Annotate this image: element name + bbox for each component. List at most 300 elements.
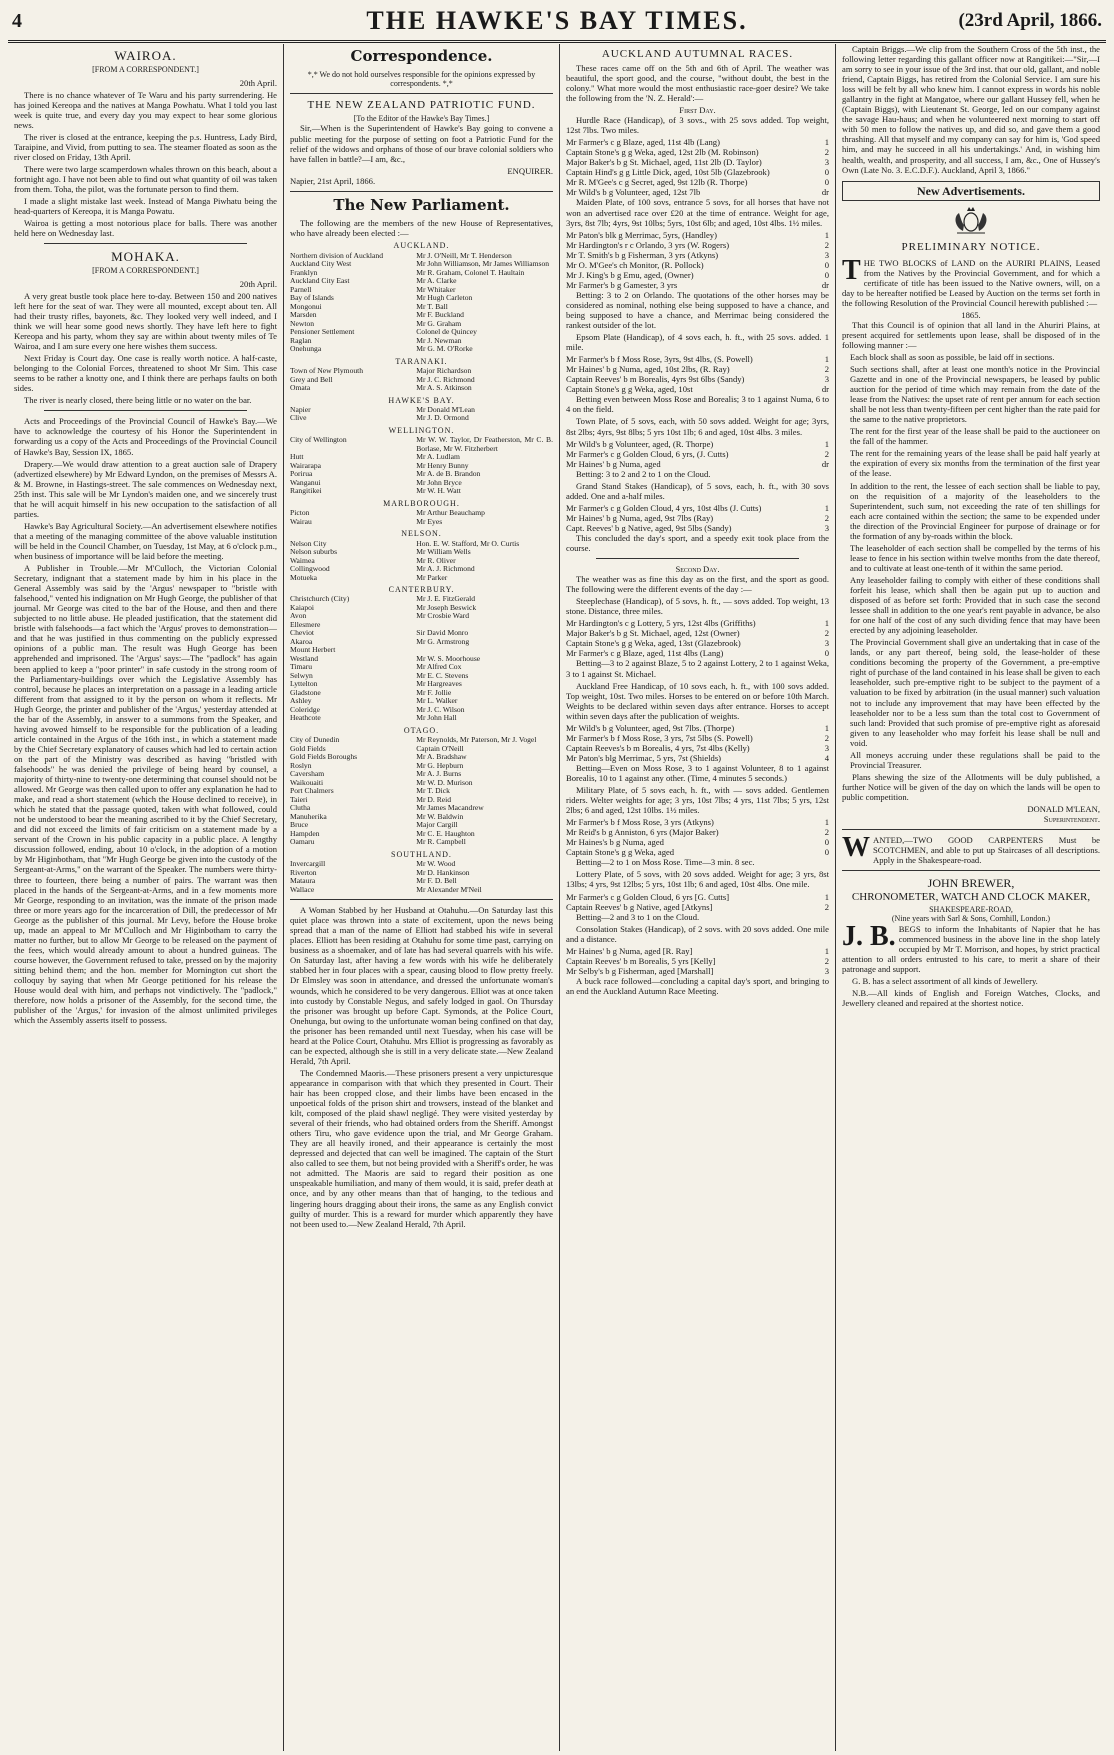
member-name: Mr J. D. Ormond (416, 413, 469, 423)
region-heading: TARANAKI. (395, 356, 448, 366)
member-name: Mr Eyes (416, 516, 443, 526)
runner: Captain Stone's g g Weka, aged, 13st (Glazebrook) (566, 638, 741, 649)
day-one-events (566, 115, 829, 533)
wairoa-byline: [FROM A CORRESPONDENT.] (92, 65, 199, 75)
electorate: Invercargill (290, 859, 326, 869)
electorate: Napier (290, 404, 311, 414)
parliament-intro: The following are the members of the new House of Representatives, who have already been elected :— (290, 218, 553, 239)
placing: 2 (824, 239, 829, 250)
race-result (566, 374, 829, 384)
notice-clause: The rent for the remaining years of the lease shall be paid half yearly at the expiration of every six months from the termination of the first year of the lease. (850, 448, 1100, 479)
member-name: Mr W. D. Murison (416, 777, 473, 787)
member-row (290, 886, 553, 895)
race-title: Steeplechase (Handicap), of 5 sovs, h. ft., — sovs added. Top weight, 13 stone. Distance, three miles. (566, 596, 829, 617)
electorate: Mataura (290, 876, 316, 886)
race-result (566, 837, 829, 847)
race-result (566, 240, 829, 250)
member-name: Mr J. Newman (416, 335, 462, 345)
agricultural-paragraph: Hawke's Bay Agricultural Society.—An advertisement elsewhere notifies that a meeting of the managing committee of the above valuable institution will be held in the Council Chamber, on Tuesday, 1st May, at 6 o'clock p.m., when business of importance will be laid before the meeting. (14, 520, 277, 561)
race-result (566, 523, 829, 533)
brewer-body: BEGS to inform the Inhabitants of Napier that he has commenced business in the above line in the shop lately occupied by Mr T. Morrison, and hopes, by strict practical attention to all orders entrusted to his care, to merit a share of their patronage and support. (842, 923, 1100, 975)
placing: 1 (824, 354, 829, 365)
mohaka-paragraph: Next Friday is Court day. One case is really worth notice. A half-caste, belonging to the Colonial Forces, threatened to shoot Mr Sim. This case seems to be rather a knotty one, and I think there are perhaps faults on both sides. (14, 353, 277, 394)
placing: 3 (824, 965, 829, 976)
placing: 1 (824, 817, 829, 828)
placing: 1 (824, 722, 829, 733)
race-result (566, 384, 829, 394)
placing: 2 (824, 732, 829, 743)
wairoa-heading: WAIROA. (114, 48, 177, 63)
race-result (566, 753, 829, 763)
electorate: Rangitikei (290, 486, 322, 496)
electorate: Avon (290, 611, 307, 621)
member-name: Mr Reynolds, Mr Paterson, Mr J. Vogel (416, 735, 537, 745)
divider (842, 829, 1100, 830)
race-result (566, 743, 829, 753)
briggs-letter: Captain Briggs.—We clip from the Southern Cross of the 5th inst., the following letter regarding this gallant officer now at Rangitikei:—"Sir,—I am sorry to see in your issue of the 3rd inst. that our old, gallant, and noble friend, Captain Biggs, has retired from the Colonial Service. I am sure his loss will be felt by all who knew him. I cannot express in words his noble gallantry in the fight at Mangatoe, where our gallant Hussey fell, when he (Captain Biggs), with Lieutenant St. George, led on our company against the savage Hau-haus; and when he volunteered next morning to start off with 50 men to follow the natives up, and did so, and gave them a good thrashing. All that myself and my company can say for him is, 'God speed him, and may he succeed in all his undertakings.' And, in wishing him health, wealth, and prosperity, and all success, I am, &c., One of Hussey's Own (Late No. 3. E.C.D.F.). Auckland, April 3, 1866." (842, 44, 1101, 175)
brewer-name: JOHN BREWER, (927, 876, 1015, 891)
member-name: Mr J. C. Richmond (416, 374, 475, 384)
electorate: Wallace (290, 884, 315, 894)
day-two-heading: Second Day. (675, 564, 720, 575)
electorate: Cheviot (290, 628, 315, 638)
betting-note: Betting—3 to 2 against Blaze, 5 to 2 against Lottery, 2 to 1 against Weka, 3 to 1 against St. Michael. (566, 658, 829, 679)
placing: 1 (824, 229, 829, 240)
electorate: Taieri (290, 794, 308, 804)
notice-plans: Plans shewing the size of the Allotments will be duly published, a further Notice will be given of the day on which the lands will be open to public competition. (842, 771, 1100, 802)
royal-crest-icon (842, 205, 1100, 237)
notice-resolution: That this Council is of opinion that all land in the Ahuriri Plains, at present acquired for settlements upon lease, shall be disposed of in the following manner :— (842, 319, 1100, 350)
electorate: Auckland City East (290, 276, 350, 286)
member-table (290, 406, 553, 423)
electorate: Christchurch (City) (290, 594, 350, 604)
race-title: Lottery Plate, of 5 sovs, with 20 sovs added. Weight for age; 3 yrs, 8st 13lbs; 4 yrs, 9st 12lbs; 5 yrs, 10st 1lb; 6 and aged, 10st 4lbs. One mile. (566, 869, 829, 890)
column-4 (836, 44, 1106, 1751)
member-name: Mr E. C. Stevens (416, 670, 469, 680)
region-heading: SOUTHLAND. (391, 849, 452, 859)
member-name: Mr Henry Bunny (416, 460, 469, 470)
new-advertisements-heading: New Advertisements. (842, 181, 1100, 201)
placing: 1 (824, 502, 829, 513)
preliminary-notice: PRELIMINARY NOTICE. (901, 240, 1041, 253)
runner: Captain Stone's g g Weka, aged, 12st 2lb (M. Robinson) (566, 147, 759, 158)
notice-clause: Any leaseholder failing to comply with either of these conditions shall forfeit his lease, which shall then be again put up to auction and disposed of as before set forth: Provided that in such case the second lessee shall in addition to the one year's rent payable in advance, be also for one half of the cost of any such dividing fence that may have been erected by any adjoining leaseholder. (850, 574, 1100, 636)
divider (44, 410, 247, 411)
race-result (566, 618, 829, 628)
placing: 1 (824, 438, 829, 449)
member-name: Mr W. W. Taylor, Dr Featherston, Mr C. B. Borlase, Mr W. Fitzherbert (416, 435, 553, 453)
electorate: Nelson City (290, 538, 327, 548)
parliament-heading: The New Parliament. (333, 195, 510, 214)
member-name: Mr Joseph Beswick (416, 602, 477, 612)
electorate: Omata (290, 383, 311, 393)
member-name: Mr Hargreaves (416, 679, 462, 689)
runner: Mr Reid's b g Anniston, 6 yrs (Major Baker) (566, 827, 719, 838)
member-name: Mr J. O'Neill, Mr T. Henderson (416, 250, 512, 260)
member-name: Mr A. de B. Brandon (416, 469, 481, 479)
placing: 0 (824, 259, 829, 270)
columns (8, 44, 1106, 1751)
runner: Mr R. M'Gee's c g Secret, aged, 9st 12lb (R. Thorpe) (566, 177, 748, 188)
race-result (566, 177, 829, 187)
region-heading: MARLBOROUGH. (383, 498, 460, 508)
placing: 1 (824, 618, 829, 629)
member-name: Mr A. S. Atkinson (416, 383, 472, 393)
placing: 2 (824, 512, 829, 523)
divider (596, 558, 799, 559)
placing: 2 (824, 955, 829, 966)
member-row (290, 838, 553, 847)
race-result (566, 449, 829, 459)
member-table (290, 509, 553, 526)
electorate: City of Dunedin (290, 735, 340, 745)
placing: dr (821, 458, 829, 469)
fund-body: Sir,—When is the Superintendent of Hawke's Bay going to convene a public meeting for the purpose of setting on foot a Patriotic Fund for the relief of the widows and orphans of those of our brave colonial soldiers who have fallen in battle?—I am, &c., (290, 123, 553, 164)
day-two-intro: The weather was as fine this day as on the first, and the sport as good. The following were the different events of the day :— (566, 574, 829, 595)
divider (290, 899, 553, 900)
wairoa-paragraph: Wairoa is getting a most notorious place for balls. There was another held here on Wednesday last. (14, 218, 277, 239)
wairoa-paragraph: There were two large scamperdown whales thrown on this beach, about a fortnight ago. I have not been able to find out what quantity of oil was taken from them. Toha, the pilot, was the fortunate person to find them. (14, 163, 277, 195)
mohaka-heading: MOHAKA. (111, 249, 180, 265)
race-result (566, 260, 829, 270)
divider (44, 243, 247, 244)
day-one-heading: First Day. (679, 105, 716, 116)
runner: Major Baker's b g St. Michael, aged, 11st 2lb (D. Taylor) (566, 157, 762, 168)
member-name: Mr R. Graham, Colonel T. Haultain (416, 267, 525, 277)
race-result (566, 364, 829, 374)
member-row (290, 714, 553, 723)
placing: 0 (824, 177, 829, 188)
notice-year: 1865. (961, 309, 981, 320)
member-name: Major Cargill (416, 820, 458, 830)
race-result (566, 167, 829, 177)
member-table (290, 595, 553, 723)
race-title: Maiden Plate, of 100 sovs, entrance 5 sovs, for all horses that have not won an advertised race over £20 at the time of entrance. Weight for age, 3yrs, 8st 7lb; 4yrs, 9st 10lbs; 5yrs, 10st 6lb; and aged, 10st 4lbs. 1½ miles. (566, 197, 829, 228)
race-title: Hurdle Race (Handicap), of 3 sovs., with 25 sovs added. Top weight, 12st 7lbs. Two miles. (566, 115, 829, 136)
runner: Mr Wild's b g Volunteer, aged, (R. Thorpe) (566, 438, 714, 449)
member-name: Mr Donald M'Lean (416, 404, 475, 414)
member-name: Mr W. Wood (416, 859, 456, 869)
notice-clause: The Provincial Government shall give an undertaking that in case of the lands, or any part thereof, being sold, the lease-holder of these conditions becoming the property of the Government, a pre-emptive right of purchase of the land contained in his lease shall be given to each leaseholder, such pre-emptive right to be subject to the payment of a valuation to be fixed by arbitration (in the usual manner) such valuation not to include any improvement that may have been effected by the leaseholder nor to be a less sum than the total cost to Government of such land: Provided that such promise of pre-emptive right as aforesaid given to any leaseholder who may forfeit his lease shall be null and void. (850, 637, 1100, 748)
electorate: Marsden (290, 310, 317, 320)
electorate: Selwyn (290, 670, 313, 680)
electorate: Waimea (290, 555, 315, 565)
notice-clause: The rent for the first year of the lease shall be paid to the auctioneer on the fall of the hammer. (850, 426, 1100, 447)
electorate: Roslyn (290, 760, 312, 770)
placing: 3 (824, 638, 829, 649)
wairoa-paragraph: There is no chance whatever of Te Waru and his party surrendering. He has joined Kereopa and the natives at Manga Powhatu. What I told you last week is quite true, and every day you may expect to hear some glorious news. (14, 89, 277, 130)
member-table (290, 252, 553, 354)
runner: Captain Hind's g g Little Dick, aged, 10st 5lb (Glazebrook) (566, 167, 770, 178)
race-result (566, 439, 829, 449)
mohaka-paragraph: The river is nearly closed, there being little or no water on the bar. (24, 395, 252, 406)
member-name: Mr A. J. Richmond (416, 564, 475, 574)
placing: 3 (824, 249, 829, 260)
runner: Captain Reeves's b m Borealis, 4 yrs, 7st 4lbs (Kelly) (566, 742, 750, 753)
placing: 0 (824, 648, 829, 659)
placing: 0 (824, 847, 829, 858)
notice-signature-title: Superintendent. (1043, 814, 1100, 825)
column-1 (8, 44, 284, 1751)
placing: dr (821, 279, 829, 290)
runner: Mr Farmer's c g Golden Cloud, 6 yrs [G. Cutts] (566, 891, 730, 902)
race-result (566, 280, 829, 290)
race-result (566, 628, 829, 638)
race-result (566, 147, 829, 157)
member-name: Mr C. E. Haughton (416, 828, 475, 838)
electorate: Manuherika (290, 811, 327, 821)
race-result (566, 902, 829, 912)
member-row (290, 518, 553, 527)
betting-note: Betting even between Moss Rose and Borealis; 3 to 1 against Numa, 6 to 4 on the field. (566, 394, 829, 415)
race-result (566, 827, 829, 837)
issue-date: (23rd April, 1866. (958, 10, 1102, 31)
electorate: Oamaru (290, 837, 315, 847)
member-name: Mr T. Dick (416, 786, 450, 796)
race-result (566, 270, 829, 280)
runner: Mr Haines' b g Numa, aged (566, 458, 661, 469)
notice-clause: Each block shall as soon as possible, be laid off in sections. (850, 351, 1055, 362)
placing: 0 (824, 167, 829, 178)
mohaka-byline: [FROM A CORRESPONDENT.] (92, 266, 199, 276)
placing: 0 (824, 837, 829, 848)
member-name: Mr W. Baldwin (416, 811, 464, 821)
runner: Mr Haines' b g Numa, aged, 9st 7lbs (Ray) (566, 512, 714, 523)
electorate: Nelson suburbs (290, 547, 338, 557)
member-name: Mr Parker (416, 572, 448, 582)
placing: 2 (824, 364, 829, 375)
electorate: Riverton (290, 867, 317, 877)
column-2 (284, 44, 560, 1751)
runner: Mr Farmer's b f Moss Rose, 3 yrs (Atkyns) (566, 817, 714, 828)
electorate: Pensioner Settlement (290, 327, 355, 337)
runner: Mr Farmer's c g Golden Cloud, 4 yrs, 10st 4lbs (J. Cutts) (566, 502, 762, 513)
runner: Mr Haines' b g Numa, aged, 10st 2lbs, (R. Ray) (566, 364, 730, 375)
race-result (566, 648, 829, 658)
masthead (8, 6, 1106, 43)
electorate: Town of New Plymouth (290, 366, 364, 376)
race-result (566, 250, 829, 260)
race-result (566, 946, 829, 956)
divider (842, 870, 1100, 871)
electorate: Gladstone (290, 687, 321, 697)
electorate: Port Chalmers (290, 786, 334, 796)
member-name: Mr F. Jollie (416, 687, 452, 697)
brewer-note: G. B. has a select assortment of all kinds of Jewellery. (852, 976, 1038, 987)
member-name: Mr Whitaker (416, 284, 456, 294)
electorate: Grey and Bell (290, 374, 333, 384)
races-intro: These races came off on the 5th and 6th of April. The weather was beautiful, the sport good, and the course, "without doubt, the best in the colony." What more would the most enthusiastic race-goer desire? We take the following from the 'N. Z. Herald':— (566, 62, 829, 103)
member-name: Mr L. Walker (416, 696, 458, 706)
member-name: Mr William Wells (416, 547, 471, 557)
electorate: Porirua (290, 469, 313, 479)
betting-note: Betting: 3 to 2 on Orlando. The quotations of the other horses may be considered as nominal, nothing else being supposed to have a chance, and being supposed to have a chance, and Merrimac being considered the rankest outsider of the lot. (566, 289, 829, 331)
electorate: Akaroa (290, 636, 313, 646)
placing: 3 (824, 742, 829, 753)
region-heading: OTAGO. (403, 725, 440, 735)
publisher-paragraph: A Publisher in Trouble.—Mr M'Culloch, the Victorian Colonial Secretary, indignant that a statement made by him in his place in the General Assembly was said by the 'Argus' newspaper to "bristle with falsehood," vented his indignation on Mr Hugh George, the publisher of that journal. Mr George was cited to the bar of the House, and then and there subjected to no little abuse. He pleaded justification, that the statement did bristle with falsehoods—a fact which the 'Argus' proves to demonstration—and that he was justified in thus commenting on the publicly expressed opinions of a public man. The result was Hugh George has been apprehended and imprisoned. The 'Argus' says:—The "padlock" has again been applied to keep a "poor printer" in safe custody in the strong room of the Parliamentary-buildings over which the Legislative Assembly has control, because he places an interpretation on a passage in a leading article different from that assigned to it by the person on whom it reflects. Mr Hugh George, the printer and publisher of the 'Argus,' yesterday attended at the bar of the Assembly, in answer to a summons from the Speaker, and having avowed himself to be responsible for the publication of a leading article contained in the Argus of the 16th inst., in which a statement made by the Chief Secretary explanatory of causes which had led to certain action on the part of the Ministry was described as having "bristled with falsehoods" he was denied the privilege of being heard by counsel, a majority of thirty-nine to twenty-one determining that counsel should not be allowed. Mr George was then called upon to offer any explanation he had to make, and read a short statement (which the House declined to receive), in which he stated that the passage quoted, taken with what followed, could not be understood to bear the meaning ascribed to it by the Chief Secretary, and did not exceed the limits of fair criticism on a statement made by a servant of the Crown in his public capacity in a public place. A lengthy discussion followed, ending, about 10 o'clock, in the adoption of a motion by Mr Higinbotham, that "Mr Hugh George be given into the custody of the Sergeant-at-Arms," on the warrant of the Speaker. The numbers were thirty-three to fourteen, there being a number of pairs. The warrant was then placed in the hands of the Sergeant-at-Arms, and in a few moments more Mr George, responding to an invitation, was the inmate of the prison made three or more years ago for the incarceration of Dill, the predecessor of Mr George as the publisher of this journal. Mr Levy, before the House broke up, made an appeal to Mr M'Culloch and Mr Higinbotham to carry the matter no further, but to allow Mr George to be released on the payment of the fees, which would already amount to about a hundred guineas. The course however, the Government refused to take, pressed on by the majority sitting behind them; and the hon. member for Mornington cut short the colloquy by saying that when Mr George petitioned for his release the House would deal with him, and perhaps not vindictively. The "padlock," therefore, now holds a prisoner of the Assembly, for the second time, the publisher of the 'Argus,' for invasion of the almost unlimited privileges which the Assembly asserts itself to possess. (14, 563, 277, 1026)
race-title: Auckland Free Handicap, of 10 sovs each, h. ft., with 100 sovs added. Top weight, 10st. Two miles. Horses to be entered on or before 10th March. Weights to be declared within seven days after entrance. Horses to accept within seven days after the publication of weights. (566, 680, 829, 721)
races-heading: AUCKLAND AUTUMNAL RACES. (601, 48, 794, 60)
electorate: Collingwood (290, 564, 330, 574)
placing: 2 (824, 628, 829, 639)
electorate: Bruce (290, 820, 309, 830)
notice-signature-name: DONALD M'LEAN, (1027, 803, 1100, 814)
placing: dr (821, 384, 829, 395)
maoris-story: The Condemned Maoris.—These prisoners present a very unpicturesque appearance in comparison with that which they presented in Court. Their hair has been cropped close, and their limbs have been encased in the unpoetical folds of the prison shirt and trowsers, instead of the blanket and kilt, composed of the plaid shawl negligé. They were visited yesterday by several of their friends, who had obtained orders from the Sheriff. Amongst others Tiru, who gave evidence upon the trial, and Mr George Graham. They are all heavily ironed, and their appearance is certainly the most depressed and dejected that can well be imagined. The captain of the Sturt also called to see them, but not being provided with a Sheriff's order, he was not admitted. The Maoris are said to regard their position as one unspeakable humiliation, and many of them would, it is said, prefer death at once, and by any other means than that of hanging, to the tedious and lingering hours dragging about their irons, the same as any English convict guilty of murder. This is a reward for murder which apparently they have not been used to.—New Zealand Herald, 7th April. (290, 1067, 553, 1229)
notice-lead: HE TWO BLOCKS of LAND on the AURIRI PLAINS, Leased from the Natives by the Provincial Government, and for which a certificate of title has been issued to the Native owners, will, on a day to be hereafter notified be Leased by Auction on the terms set forth in the following Resolution of the Provincial Council herewith published :— (842, 257, 1100, 308)
runner: Mr Wild's b g Volunteer, aged, 9st 7lbs. (Thorpe) (566, 722, 735, 733)
member-name: Mr A. Ludlam (416, 452, 460, 462)
member-table (290, 860, 553, 894)
fund-signature: ENQUIRER. (507, 165, 553, 176)
brewer-nb: N.B.—All kinds of English and Foreign Watches, Clocks, and Jewellery cleaned and repaired at the shortest notice. (842, 988, 1100, 1009)
member-name: Colonel de Quincey (416, 327, 477, 337)
electorate: Auckland City West (290, 259, 352, 269)
placing: 2 (824, 147, 829, 158)
member-name: Mr F. Buckland (416, 310, 464, 320)
member-name: Mr A. J. Burns (416, 769, 462, 779)
correspondence-disclaimer: *,* We do not hold ourselves responsible for the opinions expressed by correspondents. *,* (307, 69, 536, 88)
column-3 (560, 44, 836, 1751)
placing: 3 (824, 374, 829, 385)
placing: 1 (824, 137, 829, 148)
member-name: Mr John Hall (416, 713, 457, 723)
electorate: Wairarapa (290, 460, 322, 470)
notice-clause: In addition to the rent, the lessee of each section shall be liable to pay, on the requisition of a majority of the leaseholders to the Superintendent, such sum, not exceeding the rate of ten shillings for each acre contained within the section; the same to be expended under the direction of the Provincial Engineer for purpose of drainage or for the formation of any by-roads within the block. (850, 480, 1100, 541)
electorate: Motueka (290, 572, 317, 582)
divider (290, 191, 553, 192)
placing: 2 (824, 901, 829, 912)
runner: Mr Selby's b g Fisherman, aged [Marshall] (566, 965, 714, 976)
electorate: Onehunga (290, 344, 322, 354)
betting-note: Betting—2 to 1 on Moss Rose. Time—3 min. 8 sec. (576, 857, 755, 868)
runner: Mr T. Smith's b g Fisherman, 3 yrs (Atkyns) (566, 249, 719, 260)
acts-paragraph: Acts and Proceedings of the Provincial Council of Hawke's Bay.—We have to acknowledge the courtesy of his Honor the Superintendent in forwarding us a copy of the Acts and Proceedings of the Provincial Council of Hawke's Bay, Session IX, 1865. (14, 416, 277, 457)
member-row (290, 345, 553, 354)
member-name: Mr G. Armstrong (416, 636, 470, 646)
electorate: Caversham (290, 769, 325, 779)
member-table (290, 367, 553, 393)
wanted-ad: ANTED,—TWO GOOD CARPENTERS Must be SCOTCHMEN, and able to put up Staircases of all descriptions. Apply in the Shakespeare-road. (873, 835, 1100, 866)
fund-date: Napier, 21st April, 1866. (290, 175, 376, 186)
member-table (290, 436, 553, 496)
member-name: Mr W. H. Watt (416, 486, 461, 496)
races-close: A buck race followed—concluding a capital day's sport, and bringing to an end the Auckland Autumn Race Meeting. (566, 975, 829, 996)
placing: 2 (824, 448, 829, 459)
member-name: Mr J. C. Wilson (416, 704, 465, 714)
member-name: Mr G. Graham (416, 318, 462, 328)
member-row (290, 574, 553, 583)
runner: Mr J. King's b g Emu, aged, (Owner) (566, 269, 694, 280)
race-title: Town Plate, of 5 sovs, each, with 50 sovs added. Weight for age; 3yrs, 8st 2lbs; 4yrs, 9st 8lbs; 5 yrs 10st 1lb; 6 and aged, 10st 4lbs. 3 miles. (566, 416, 829, 437)
fund-to: [To the Editor of the Hawke's Bay Times.] (353, 114, 490, 124)
runner: Mr Hardington's r c Orlando, 3 yrs (W. Rogers) (566, 239, 730, 250)
electorate: Wanganui (290, 477, 321, 487)
notice-clause: All moneys accruing under these regulations shall be paid to the Provincial Treasurer. (850, 749, 1100, 770)
runner: Captain Stone's g g Weka, aged (566, 847, 675, 858)
member-table (290, 540, 553, 583)
drop-cap: W (842, 832, 870, 864)
fund-title: THE NEW ZEALAND PATRIOTIC FUND. (307, 99, 536, 112)
runner: Captain Reeves' b g Native, aged [Atkyns] (566, 901, 713, 912)
member-name: Mr R. Campbell (416, 837, 466, 847)
member-name: Mr G. Hepburn (416, 760, 464, 770)
runner: Mr Haines' b g Numa, aged [R. Ray] (566, 945, 693, 956)
brewer-from: (Nine years with Sarl & Sons, Cornhill, London.) (891, 914, 1051, 924)
runner: Captain Reeves' b m Borealis, 4yrs 9st 6lbs (Sandy) (566, 374, 745, 385)
race-result (566, 513, 829, 523)
runner: Mr Paton's blg Merrimac, 5 yrs, 7st (Shields) (566, 752, 722, 763)
race-result (566, 354, 829, 364)
electorate: Gold Fields Boroughs (290, 752, 358, 762)
electorate: Franklyn (290, 267, 318, 277)
member-name: Mr John Williamson, Mr James Williamson (416, 259, 550, 269)
member-table (290, 736, 553, 847)
member-row (290, 384, 553, 393)
member-name: Mr D. Hankinson (416, 867, 470, 877)
runner: Mr Haines's b g Numa, aged (566, 837, 664, 848)
race-result (566, 187, 829, 197)
electorate: Ellesmere (290, 619, 321, 629)
notice-clause: The leaseholder of each section shall be compelled by the terms of his lease to fence in his section within twelve months from the date thereof, and to cultivate at least one-tenth of it within the same period. (850, 542, 1100, 573)
electorate: Kaiapoi (290, 602, 315, 612)
runner: Mr Paton's blk g Merrimac, 5yrs, (Handley) (566, 229, 717, 240)
correspondence-heading: Correspondence. (350, 47, 493, 65)
mohaka-dateline: 20th April. (239, 278, 277, 289)
day-one-close: This concluded the day's sport, and a speedy exit took place from the course. (566, 532, 829, 554)
member-name: Mr A. Clarke (416, 276, 457, 286)
member-name: Mr D. Reid (416, 794, 452, 804)
placing: 2 (824, 827, 829, 838)
race-result (566, 733, 829, 743)
mohaka-paragraph: A very great bustle took place here to-day. Between 150 and 200 natives left here for the seat of war. They were all mounted, except about ten. All had their trusty rifles, bayonets, &c. They looked very well indeed, and I think we will hear some good news shortly. They have left here to fight Kereopa and his party, whom they say are within about twenty miles of Te Wairoa, and I am sure every one here wishes them success. (14, 290, 277, 352)
electorate: Bay of Islands (290, 293, 334, 303)
race-title: Epsom Plate (Handicap), of 4 sovs each, h. ft., with 25 sovs. added. 1 mile. (566, 332, 829, 353)
runner: Mr Farmer's b g Gamester, 3 yrs (566, 279, 678, 290)
electorate: Heathcote (290, 713, 321, 723)
runner: Mr Wild's b g Volunteer, aged, 12st 7lb (566, 187, 701, 198)
page-number: 4 (12, 10, 22, 32)
electorate: Gold Fields (290, 743, 326, 753)
electorate: Coleridge (290, 704, 320, 714)
member-name: Mr J. E. FitzGerald (416, 594, 476, 604)
electorate: Lyttelton (290, 679, 318, 689)
member-name: Mr Hugh Carleton (416, 293, 473, 303)
member-name: Hon. E. W. Stafford, Mr O. Curtis (416, 538, 520, 548)
placing: dr (821, 187, 829, 198)
drapery-paragraph: Drapery.—We would draw attention to a great auction sale of Drapery (advertized elsewhere) by Mr Edward Lyndon, on the premises of Messrs A. & M. Browne, in Hastings-street. The sale commences on Wednesday next, 25th inst. This sale will be Mr Lyndon's maiden one, and we sincerely trust that he will acquit himself in his new occupation to the satisfaction of all parties. (14, 458, 277, 519)
wairoa-paragraph: I made a slight mistake last week. Instead of Manga Piwhatu being the head-quarters of Kereopa, it is Manga Powatu. (14, 196, 277, 217)
member-name: Major Richardson (416, 366, 472, 376)
placing: 0 (824, 269, 829, 280)
placing: 3 (824, 522, 829, 533)
race-result (566, 956, 829, 966)
race-result (566, 966, 829, 976)
betting-note: Betting—Even on Moss Rose, 3 to 1 against Volunteer, 8 to 1 against Borealis, 10 to 1 against any other. (Time, 4 minutes 5 seconds.) (566, 762, 829, 783)
member-name: Mr John Bryce (416, 477, 462, 487)
betting-note: Betting: 3 to 2 and 2 to 1 on the Cloud. (576, 468, 711, 479)
placing: 1 (824, 945, 829, 956)
placing: 1 (824, 891, 829, 902)
newspaper-title: THE HAWKE'S BAY TIMES. (366, 6, 748, 35)
parliament-list (290, 241, 553, 894)
race-result (566, 459, 829, 469)
member-name: Mr Alexander M'Neil (416, 884, 482, 894)
member-name: Mr James Macandrew (416, 803, 484, 813)
member-name: Sir David Monro (416, 628, 469, 638)
member-name: Mr W. S. Moorhouse (416, 653, 481, 663)
